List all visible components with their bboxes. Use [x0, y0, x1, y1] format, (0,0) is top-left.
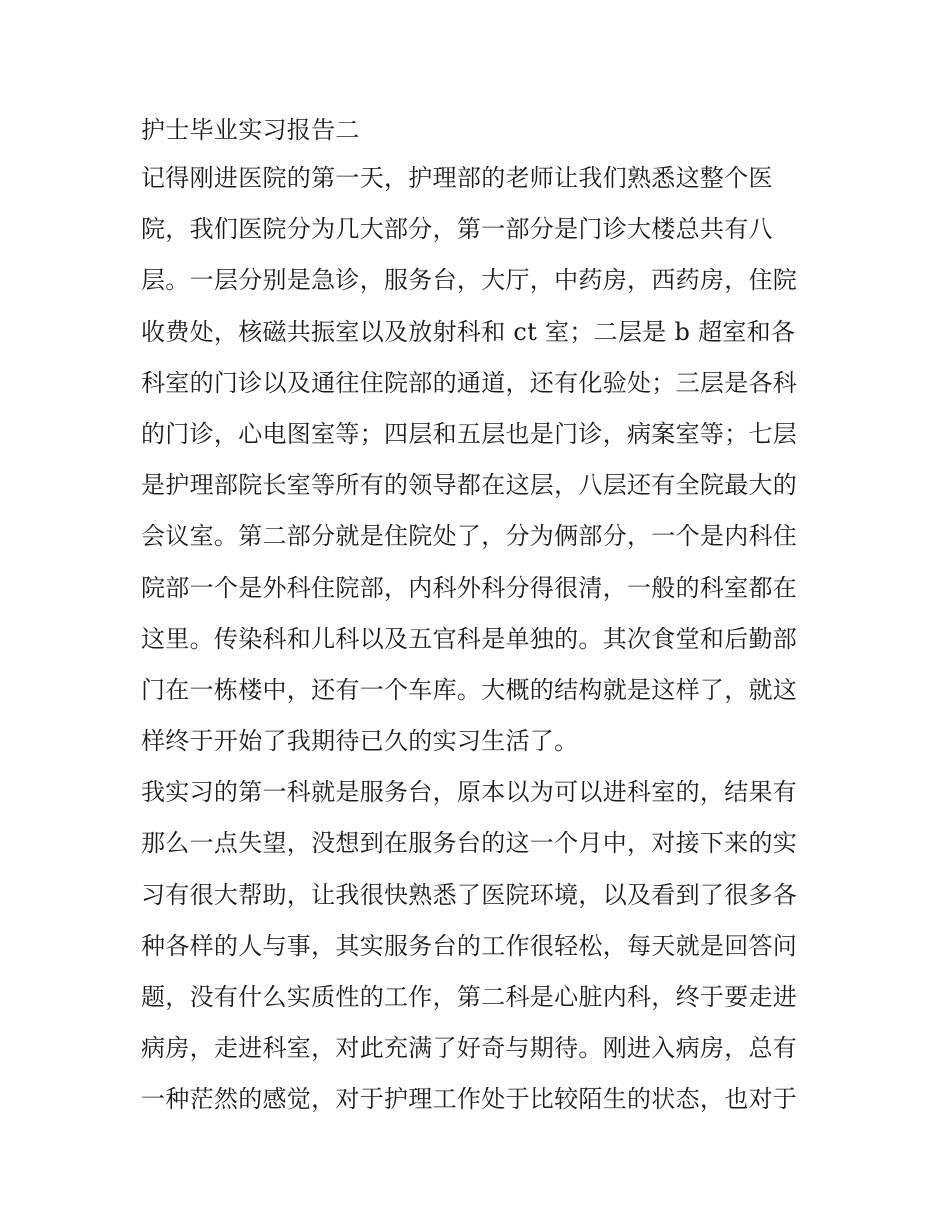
paragraph-1-line: 是护理部院长室等所有的领导都在这层，八层还有全院最大的 — [141, 471, 798, 500]
paragraph-1-line: 院部一个是外科住院部，内科外科分得很清，一般的科室都在 — [141, 573, 798, 602]
paragraph-2-line: 种各样的人与事，其实服务台的工作很轻松，每天就是回答问 — [141, 931, 798, 960]
paragraph-1-line: 院，我们医院分为几大部分，第一部分是门诊大楼总共有八 — [141, 215, 773, 244]
paragraph-1-line: 这里。传染科和儿科以及五官科是单独的。其次食堂和后勤部 — [141, 624, 798, 653]
paragraph-2-line: 习有很大帮助，让我很快熟悉了医院环境，以及看到了很多各 — [141, 880, 798, 909]
paragraph-1-line: 样终于开始了我期待已久的实习生活了。 — [141, 727, 579, 756]
document-body — [141, 111, 821, 1132]
paragraph-2-line: 我实习的第一科就是服务台，原本以为可以进科室的，结果有 — [141, 778, 798, 807]
paragraph-2-line: 一种茫然的感觉，对于护理工作处于比较陌生的状态，也对于 — [141, 1085, 798, 1114]
paragraph-1-line: 会议室。第二部分就是住院处了，分为俩部分，一个是内科住 — [141, 522, 798, 551]
paragraph-1-line: 的门诊，心电图室等；四层和五层也是门诊，病案室等；七层 — [141, 419, 798, 448]
paragraph-1-line: 层。一层分别是急诊，服务台，大厅，中药房，西药房，住院 — [141, 266, 798, 295]
paragraph-2-line: 题，没有什么实质性的工作，第二科是心脏内科，终于要走进 — [141, 983, 798, 1011]
paragraph-1-line: 收费处，核磁共振室以及放射科和 ct 室；二层是 b 超室和各 — [141, 317, 796, 346]
paragraph-1-line: 记得刚进医院的第一天，护理部的老师让我们熟悉这整个医 — [141, 164, 773, 192]
paragraph-2-line: 那么一点失望，没想到在服务台的这一个月中，对接下来的实 — [141, 829, 798, 858]
paragraph-2-line: 病房，走进科室，对此充满了好奇与期待。刚进入病房，总有 — [141, 1034, 798, 1063]
paragraph-2 — [141, 773, 821, 1131]
paragraph-1-line: 科室的门诊以及通往住院部的通道，还有化验处；三层是各科 — [141, 368, 798, 397]
paragraph-1 — [141, 159, 821, 773]
document-title: 护士毕业实习报告二 — [141, 116, 360, 144]
paragraph-1-line: 门在一栋楼中，还有一个车库。大概的结构就是这样了，就这 — [141, 675, 798, 704]
